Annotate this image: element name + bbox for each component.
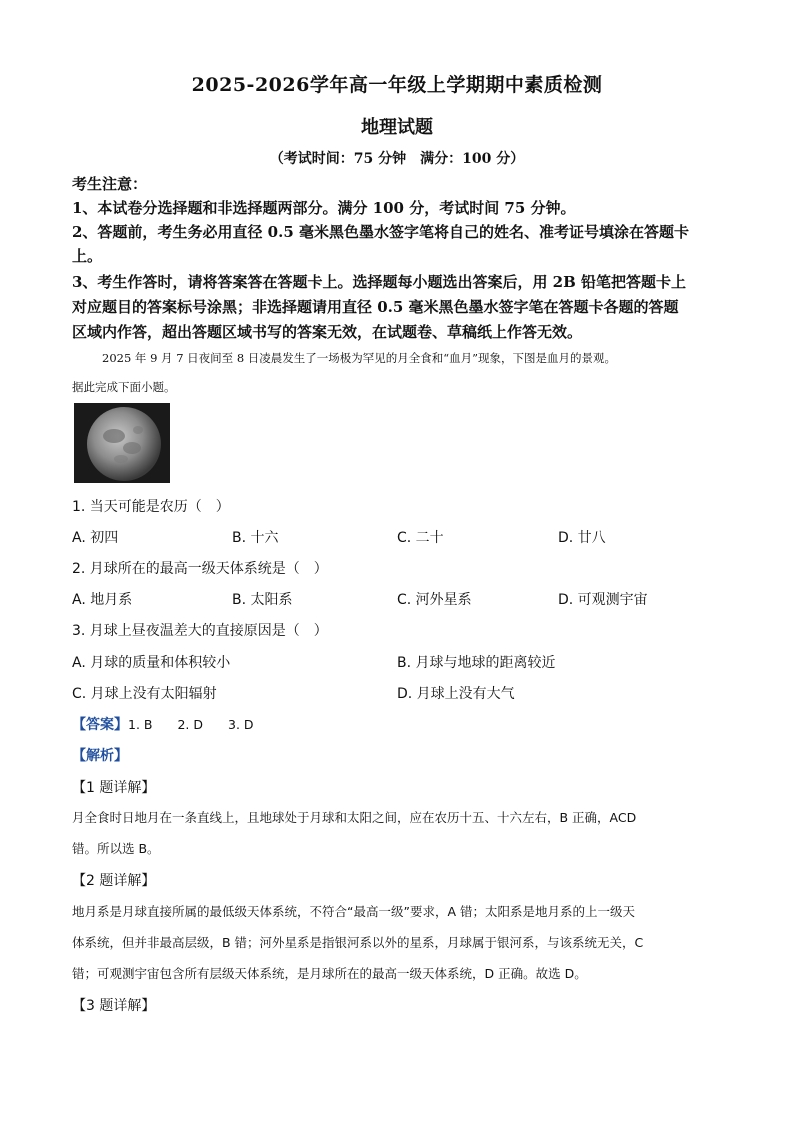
answer-line <box>72 714 254 734</box>
q2-option-c[interactable]: C. 河外星系 <box>397 592 472 608</box>
exam-info: （考试时间：75 分钟 满分：100 分） <box>269 151 525 167</box>
q2-detail-line-3: 错；可观测宇宙包含所有层级天体系统，是月球所在的最高一级天体系统，D 正确。故选 D。 <box>72 966 587 981</box>
moon-icon <box>74 403 170 483</box>
q1-detail-line-2: 错。所以选 B。 <box>72 841 160 856</box>
q3-option-a[interactable]: A. 月球的质量和体积较小 <box>72 655 231 671</box>
q1-option-b[interactable]: B. 十六 <box>232 530 279 546</box>
notice-line-6: 区域内作答，超出答题区域书写的答案无效，在试题卷、草稿纸上作答无效。 <box>72 323 583 341</box>
blood-moon-photo <box>74 403 170 483</box>
q1-option-d[interactable]: D. 廿八 <box>558 530 606 546</box>
exam-title: 2025-2026学年高一年级上学期期中素质检测 <box>191 74 603 96</box>
q2-detail-line-2: 体系统，但并非最高层级，B 错；河外星系是指银河系以外的星系，月球属于银河系，与该系统无关，C <box>72 935 644 950</box>
notice-line-4: 3、考生作答时，请将答案答在答题卡上。选择题每小题选出答案后，用 2B 铅笔把答题卡上 <box>72 273 687 291</box>
q1-detail-heading: 【1 题详解】 <box>72 780 156 796</box>
notice-line-1: 1、本试卷分选择题和非选择题两部分。满分 100 分，考试时间 75 分钟。 <box>72 199 576 217</box>
intro-line-1: 2025 年 9 月 7 日夜间至 8 日凌晨发生了一场极为罕见的月全食和“血月”现象，下图是血月的景观。 <box>102 351 617 365</box>
q3-option-c[interactable]: C. 月球上没有太阳辐射 <box>72 686 217 702</box>
q2-option-b[interactable]: B. 太阳系 <box>232 592 293 608</box>
q3-option-b[interactable]: B. 月球与地球的距离较近 <box>397 655 556 671</box>
notice-line-3: 上。 <box>72 247 103 265</box>
answer-label: 【答案】 <box>72 717 128 733</box>
q3-option-d[interactable]: D. 月球上没有大气 <box>397 686 515 702</box>
q2-detail-line-1: 地月系是月球直接所属的最低级天体系统，不符合“最高一级”要求，A 错；太阳系是地月系的上一级天 <box>72 904 635 919</box>
analysis-label: 【解析】 <box>72 748 128 764</box>
q2-detail-heading: 【2 题详解】 <box>72 873 156 889</box>
notice-heading: 考生注意： <box>72 175 148 193</box>
subject-title: 地理试题 <box>361 117 433 138</box>
q1-detail-line-1: 月全食时日地月在一条直线上，且地球处于月球和太阳之间，应在农历十五、十六左右，B 正确，ACD <box>72 810 637 825</box>
notice-line-2: 2、答题前，考生务必用直径 0.5 毫米黑色墨水签字笔将自己的姓名、准考证号填涂在答题卡 <box>72 223 689 241</box>
q1-option-c[interactable]: C. 二十 <box>397 530 444 546</box>
answer-value: 1. B 2. D 3. D <box>128 717 254 732</box>
q1-option-a[interactable]: A. 初四 <box>72 530 119 546</box>
q2-option-d[interactable]: D. 可观测宇宙 <box>558 592 648 608</box>
notice-line-5: 对应题目的答案标号涂黑；非选择题请用直径 0.5 毫米黑色墨水签字笔在答题卡各题的答题 <box>72 298 679 316</box>
q3-detail-heading: 【3 题详解】 <box>72 998 156 1014</box>
intro-line-2: 据此完成下面小题。 <box>72 380 176 394</box>
question-2-stem: 2. 月球所在的最高一级天体系统是（ ） <box>72 561 328 577</box>
q2-option-a[interactable]: A. 地月系 <box>72 592 133 608</box>
question-1-stem: 1. 当天可能是农历（ ） <box>72 499 230 515</box>
question-3-stem: 3. 月球上昼夜温差大的直接原因是（ ） <box>72 623 328 639</box>
